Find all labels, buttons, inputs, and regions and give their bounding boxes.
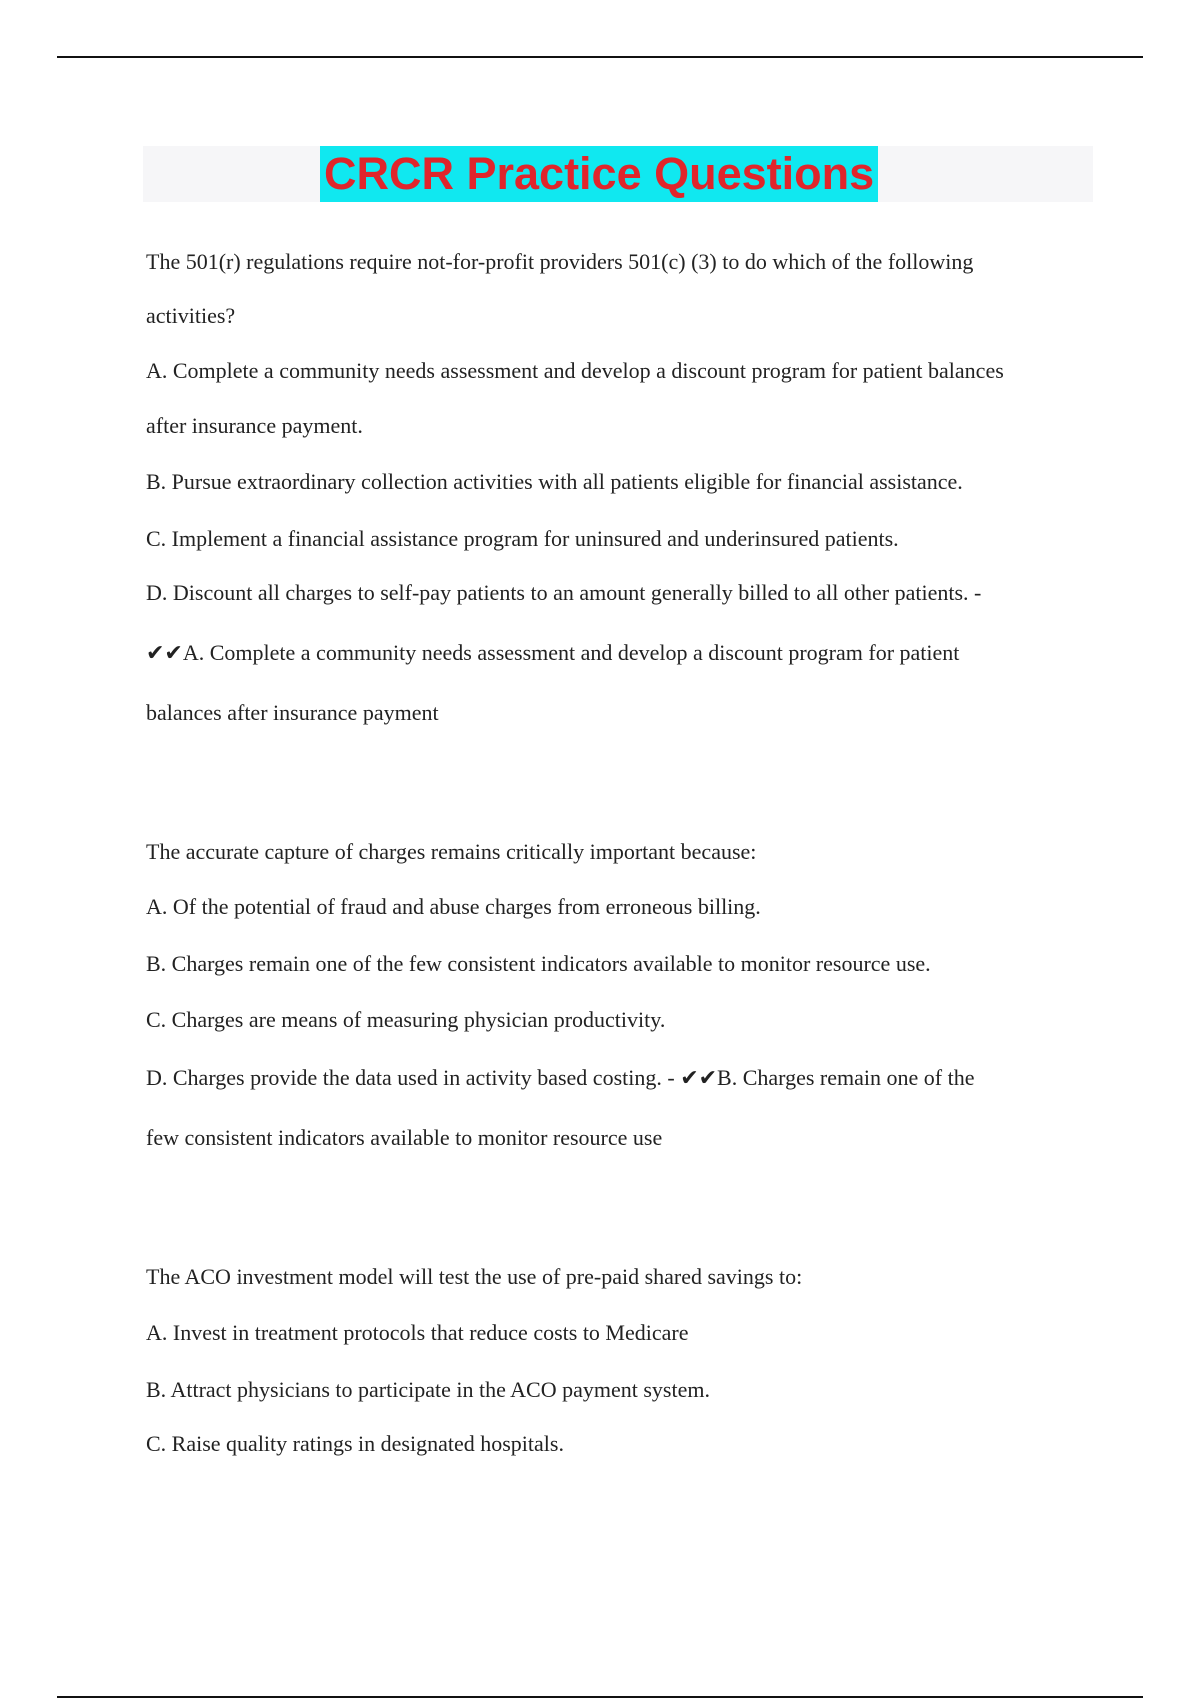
question-1-stem-line-2: activities? [146, 303, 236, 328]
question-1-option-d: D. Discount all charges to self-pay patients to an amount generally billed to all other patients. - [146, 580, 982, 605]
page-title: CRCR Practice Questions [320, 146, 878, 202]
questions-container [146, 248, 1096, 1458]
question-1-option-b: B. Pursue extraordinary collection activities with all patients eligible for financial assistance. [146, 469, 963, 494]
question-1-stem-line-1: The 501(r) regulations require not-for-profit providers 501(c) (3) to do which of the following [146, 249, 974, 274]
question-block-1 [146, 248, 1096, 727]
question-1-answer-line-1: ✔✔A. Complete a community needs assessment and develop a discount program for patient [146, 640, 960, 665]
question-2-option-a: A. Of the potential of fraud and abuse charges from erroneous billing. [146, 894, 761, 919]
question-2-option-c: C. Charges are means of measuring physician productivity. [146, 1007, 666, 1032]
question-1-option-a-line-1: A. Complete a community needs assessment and develop a discount program for patient balances [146, 358, 1004, 383]
bottom-rule [57, 1696, 1143, 1698]
question-3-option-b: B. Attract physicians to participate in the ACO payment system. [146, 1377, 710, 1402]
question-1-answer-line-2: balances after insurance payment [146, 700, 439, 725]
question-2-option-d-and-answer: D. Charges provide the data used in activity based costing. - ✔✔B. Charges remain one of the [146, 1065, 975, 1090]
question-3-option-a: A. Invest in treatment protocols that reduce costs to Medicare [146, 1320, 689, 1345]
question-1-option-c: C. Implement a financial assistance program for uninsured and underinsured patients. [146, 526, 899, 551]
top-rule [57, 56, 1143, 58]
question-2-answer-line-2: few consistent indicators available to monitor resource use [146, 1125, 663, 1150]
question-1-option-a-line-2: after insurance payment. [146, 413, 363, 438]
question-2-option-b: B. Charges remain one of the few consistent indicators available to monitor resource use. [146, 951, 931, 976]
question-block-2 [146, 838, 1096, 1152]
question-block-3 [146, 1263, 1096, 1458]
question-2-stem: The accurate capture of charges remains critically important because: [146, 839, 757, 864]
question-3-stem: The ACO investment model will test the use of pre-paid shared savings to: [146, 1264, 803, 1289]
question-3-option-c: C. Raise quality ratings in designated hospitals. [146, 1431, 564, 1456]
